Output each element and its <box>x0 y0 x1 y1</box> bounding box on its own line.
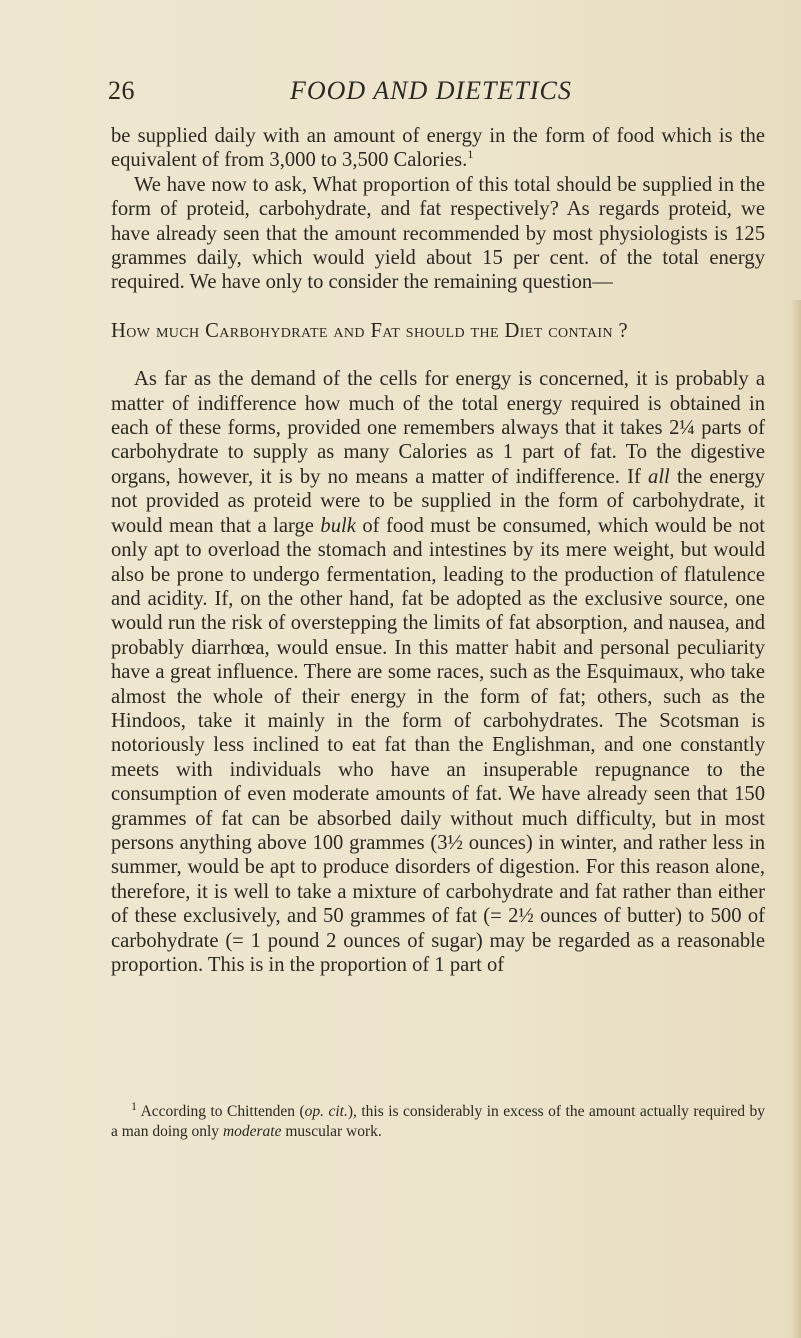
page-number: 26 <box>108 76 135 105</box>
paragraph-continuation <box>111 124 765 173</box>
page-header <box>0 76 801 110</box>
paragraph-text: be supplied daily with an amount of energy in the form of food which is the equivalent of from 3,000 to 3,500 Calories. <box>111 125 765 172</box>
emphasis-text: bulk <box>320 514 356 537</box>
footnote-text <box>111 1098 765 1141</box>
footnote <box>111 1098 765 1141</box>
running-head: FOOD AND DIETETICS <box>290 76 572 105</box>
page-edge-shadow <box>791 300 801 1338</box>
main-text <box>111 124 765 977</box>
footnote-text-part: ), this is considerably in excess of the amount actually required by a man doing only <box>111 1103 765 1140</box>
footnote-marker: 1 <box>131 1098 137 1113</box>
paragraph-text: the energy not provided as proteid were to be supplied in the form of carbohydrate, it would mean that a large <box>111 465 765 537</box>
footnote-text-part: muscular work. <box>281 1122 382 1140</box>
paragraph-text: As far as the demand of the cells for energy is concerned, it is probably a matter of indifference how much of the total energy required is obtained in each of these forms, provided one remembers always that it takes 2¼ parts of carbohydrate to supply as many Calories as 1 part of fat. To the digestive organs, however, it is by no means a matter of indifference. If <box>111 368 765 488</box>
paragraph-text: of food must be consumed, which would be not only apt to overload the stomach and intestines by its mere weight, but would also be prone to undergo fermentation, leading to the production of flatulence and acidity. If, on the other hand, fat be adopted as the exclusive source, one would run the risk of overstepping the limits of fat absorption, and nausea, and probably diarrhœa, would ensue. In this matter habit and personal peculiarity have a great influence. There are some races, such as the Esquimaux, who take almost the whole of their energy in the form of fat; others, such as the Hindoos, take it mainly in the form of carbohydrates. The Scotsman is notoriously less inclined to eat fat than the Englishman, and one constantly meets with individuals who have an insuperable repugnance to the consumption of even moderate amounts of fat. We have already seen that 150 grammes of fat can be absorbed daily without much difficulty, but in most persons anything above 100 grammes (3½ ounces) in winter, and rather less in summer, would be apt to produce disorders of digestion. For this reason alone, therefore, it is well to take a mixture of carbohydrate and fat rather than either of these exclusively, and 50 grammes of fat (= 2½ ounces of butter) to 500 of carbohydrate (= 1 pound 2 ounces of sugar) may be regarded as a reasonable proportion. This is in the proportion of 1 part of <box>111 514 765 976</box>
paragraph <box>111 367 765 977</box>
emphasis-text: all <box>648 465 670 488</box>
footnote-text-part: According to Chittenden ( <box>137 1103 305 1120</box>
section-heading <box>111 319 765 343</box>
section-heading-text: How much Carbohydrate and Fat should the Diet contain ? <box>111 319 629 342</box>
paragraph: We have now to ask, What proportion of this total should be supplied in the form of proteid, carbohydrate, and fat respectively? As regards proteid, we have already seen that the amount recommended by most physiologists is 125 grammes daily, which would yield about 15 per cent. of the total energy required. We have only to consider the remaining question— <box>111 173 765 294</box>
footnote-reference: 1 <box>467 147 474 162</box>
footnote-citation: op. cit. <box>304 1103 348 1120</box>
footnote-emphasis: moderate <box>222 1122 282 1140</box>
